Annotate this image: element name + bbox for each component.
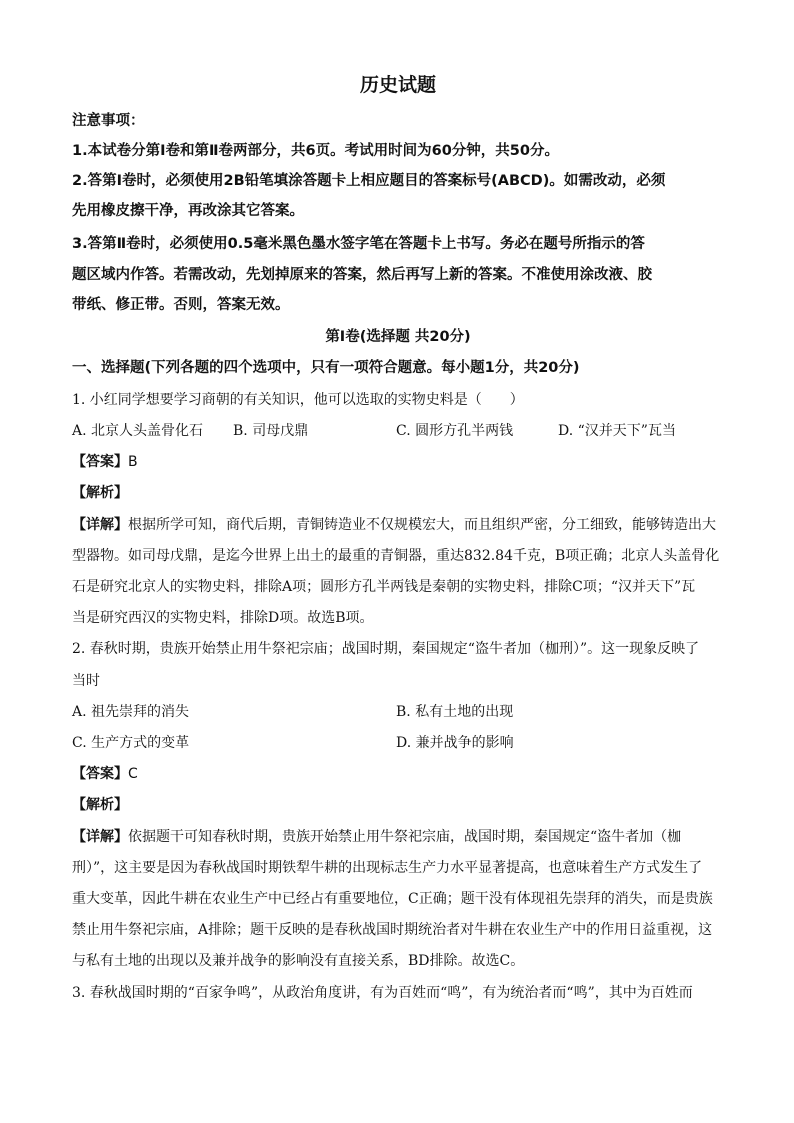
detail-line: 当是研究西汉的实物史料，排除D项。故选B项。: [72, 610, 374, 626]
answer-line: [72, 765, 732, 783]
question-stem: 1. 小红同学想要学习商朝的有关知识，他可以选取的实物史料是（ ）: [72, 392, 524, 408]
notice-item: 先用橡皮擦干净，再改涂其它答案。: [72, 203, 304, 219]
option-c: C. 圆形方孔半两钱: [396, 423, 514, 439]
option-c: C. 生产方式的变革: [72, 735, 190, 751]
detail-line: 禁止用牛祭祀宗庙，A排除；题干反映的是春秋战国时期统治者对牛耕在农业生产中的作用日益重视，这: [72, 922, 713, 938]
question-stem: 3. 春秋战国时期的“百家争鸣”，从政治角度讲，有为百姓而“鸣”，有为统治者而“鸣”，其中为百姓而: [72, 985, 693, 1001]
answer-line: [72, 453, 732, 471]
notice-item: 3.答第Ⅱ卷时，必须使用0.5毫米黑色墨水签字笔在答题卡上书写。务必在题号所指示的答: [72, 236, 645, 252]
notice-item: 题区域内作答。若需改动，先划掉原来的答案，然后再写上新的答案。不准使用涂改液、胶: [72, 267, 652, 283]
detail-label: 【详解】: [72, 517, 128, 533]
question-stem: 2. 春秋时期，贵族开始禁止用牛祭祀宗庙；战国时期，秦国规定“盗牛者加（枷刑）”。这一现象反映了: [72, 641, 700, 657]
notice-heading: 注意事项：: [72, 113, 145, 129]
detail-line: 刑）”，这主要是因为春秋战国时期铁犁牛耕的出现标志生产力水平显著提高，也意味着生产方式发生了: [72, 860, 703, 876]
option-d: D. 兼并战争的影响: [396, 735, 514, 751]
section-instruction: 一、选择题(下列各题的四个选项中，只有一项符合题意。每小题1分，共20分): [72, 360, 580, 376]
analysis-label: 【解析】: [72, 485, 128, 501]
detail-line: 与私有土地的出现以及兼并战争的影响没有直接关系，BD排除。故选C。: [72, 953, 525, 969]
answer-value: B: [128, 454, 138, 470]
detail-line: 重大变革，因此牛耕在农业生产中已经占有重要地位，C正确；题干没有体现祖先崇拜的消失，而是贵族: [72, 891, 713, 907]
option-b: B. 私有土地的出现: [396, 704, 514, 720]
option-a: A. 北京人头盖骨化石: [72, 423, 204, 439]
option-a: A. 祖先崇拜的消失: [72, 704, 190, 720]
notice-item: 带纸、修正带。否则，答案无效。: [72, 297, 290, 313]
answer-label: 【答案】: [72, 766, 128, 782]
notice-item: 2.答第Ⅰ卷时，必须使用2B铅笔填涂答题卡上相应题目的答案标号(ABCD)。如需改动，必须: [72, 173, 666, 189]
detail-line: 【详解】依据题干可知春秋时期，贵族开始禁止用牛祭祀宗庙，战国时期，秦国规定“盗牛者加（枷: [72, 829, 682, 845]
detail-label: 【详解】: [72, 829, 128, 845]
detail-line: 【详解】根据所学可知，商代后期，青铜铸造业不仅规模宏大，而且组织严密，分工细致，能够铸造出大: [72, 517, 716, 533]
notice-item: 1.本试卷分第Ⅰ卷和第Ⅱ卷两部分，共6页。考试用时间为60分钟，共50分。: [72, 143, 559, 159]
answer-value: C: [128, 766, 138, 782]
detail-line: 石是研究北京人的实物史料，排除A项；圆形方孔半两钱是秦朝的实物史料，排除C项；“汉并天下”瓦: [72, 579, 696, 595]
question-stem: 当时: [72, 673, 100, 689]
detail-line: 型器物。如司母戊鼎，是迄今世界上出土的最重的青铜器，重达832.84千克，B项正确；北京人头盖骨化: [72, 548, 720, 564]
section-title: 第Ⅰ卷(选择题 共20分): [325, 329, 471, 345]
analysis-label: 【解析】: [72, 797, 128, 813]
answer-label: 【答案】: [72, 454, 128, 470]
page-title: 历史试题: [359, 74, 436, 96]
option-d: D. “汉并天下”瓦当: [558, 423, 676, 439]
option-b: B. 司母戊鼎: [233, 423, 309, 439]
